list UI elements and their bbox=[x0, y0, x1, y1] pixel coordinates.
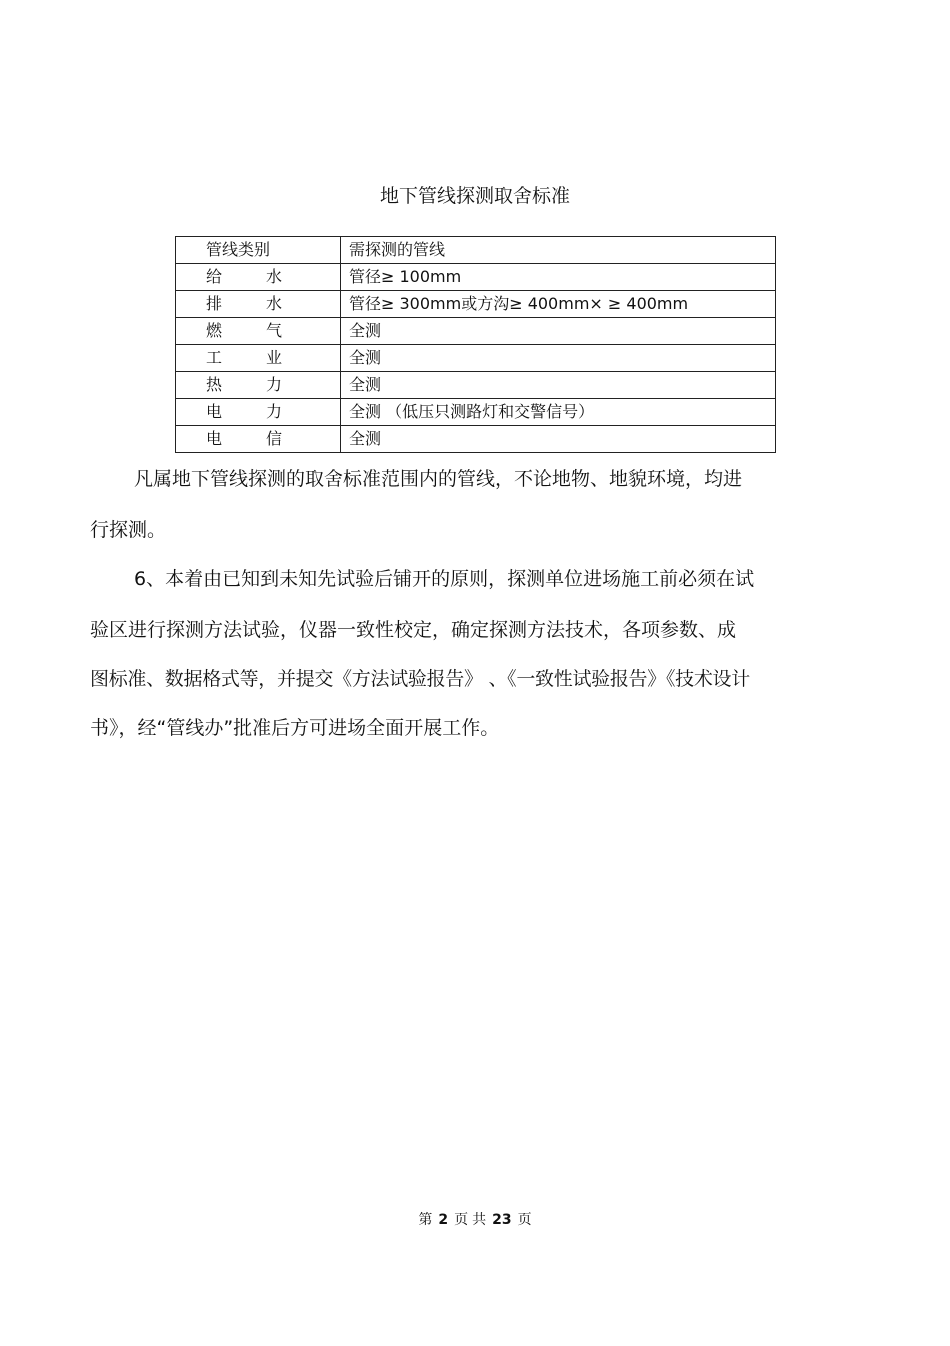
document-title: 地下管线探测取舍标准 bbox=[379, 185, 570, 207]
table-header-row bbox=[176, 237, 776, 264]
requirement-cell: 全测 bbox=[341, 372, 776, 399]
table-row bbox=[176, 318, 776, 345]
table-row bbox=[176, 264, 776, 291]
table-row bbox=[176, 291, 776, 318]
footer-prefix: 第 bbox=[418, 1212, 433, 1228]
footer-page-number: 2 bbox=[438, 1212, 449, 1228]
paragraph-1-line-2: 行探测。 bbox=[90, 519, 167, 541]
requirement-cell: 全测 bbox=[341, 318, 776, 345]
table-row bbox=[176, 399, 776, 426]
table-row bbox=[176, 345, 776, 372]
category-cell: 排水 bbox=[206, 294, 282, 313]
table-row bbox=[176, 372, 776, 399]
footer-middle-a: 页 bbox=[454, 1212, 469, 1228]
paragraph-2-line-4: 书》，经“管线办”批准后方可进场全面开展工作。 bbox=[90, 717, 500, 739]
requirement-cell: 管径≥ 100mm bbox=[341, 264, 776, 291]
header-category: 管线类别 bbox=[176, 237, 341, 264]
category-cell: 工业 bbox=[206, 348, 282, 367]
page-footer bbox=[0, 1210, 950, 1230]
requirement-cell: 管径≥ 300mm或方沟≥ 400mm× ≥ 400mm bbox=[341, 291, 776, 318]
paragraph-2-line-3: 图标准、数据格式等，并提交《方法试验报告》 、《一致性试验报告》《技术设计 bbox=[90, 668, 750, 690]
table-row bbox=[176, 426, 776, 453]
footer-total-pages: 23 bbox=[492, 1212, 512, 1228]
paragraph-2-line-2: 验区进行探测方法试验，仪器一致性校定，确定探测方法技术，各项参数、成 bbox=[90, 619, 737, 641]
category-cell: 给水 bbox=[206, 267, 282, 286]
category-cell: 热力 bbox=[206, 375, 282, 394]
paragraph-1-line-1: 凡属地下管线探测的取舍标准范围内的管线，不论地物、地貌环境，均进 bbox=[134, 468, 743, 490]
footer-middle-b: 共 bbox=[472, 1212, 487, 1228]
selection-standard-table bbox=[175, 236, 776, 453]
requirement-cell: 全测 bbox=[341, 426, 776, 453]
category-cell: 电信 bbox=[206, 429, 282, 448]
requirement-cell: 全测 （低压只测路灯和交警信号） bbox=[341, 399, 776, 426]
footer-suffix: 页 bbox=[517, 1212, 532, 1228]
requirement-cell: 全测 bbox=[341, 345, 776, 372]
header-requirement: 需探测的管线 bbox=[341, 237, 776, 264]
category-cell: 燃气 bbox=[206, 321, 282, 340]
category-cell: 电力 bbox=[206, 402, 282, 421]
paragraph-2-line-1: 6、本着由已知到未知先试验后铺开的原则，探测单位进场施工前必须在试 bbox=[134, 568, 755, 590]
